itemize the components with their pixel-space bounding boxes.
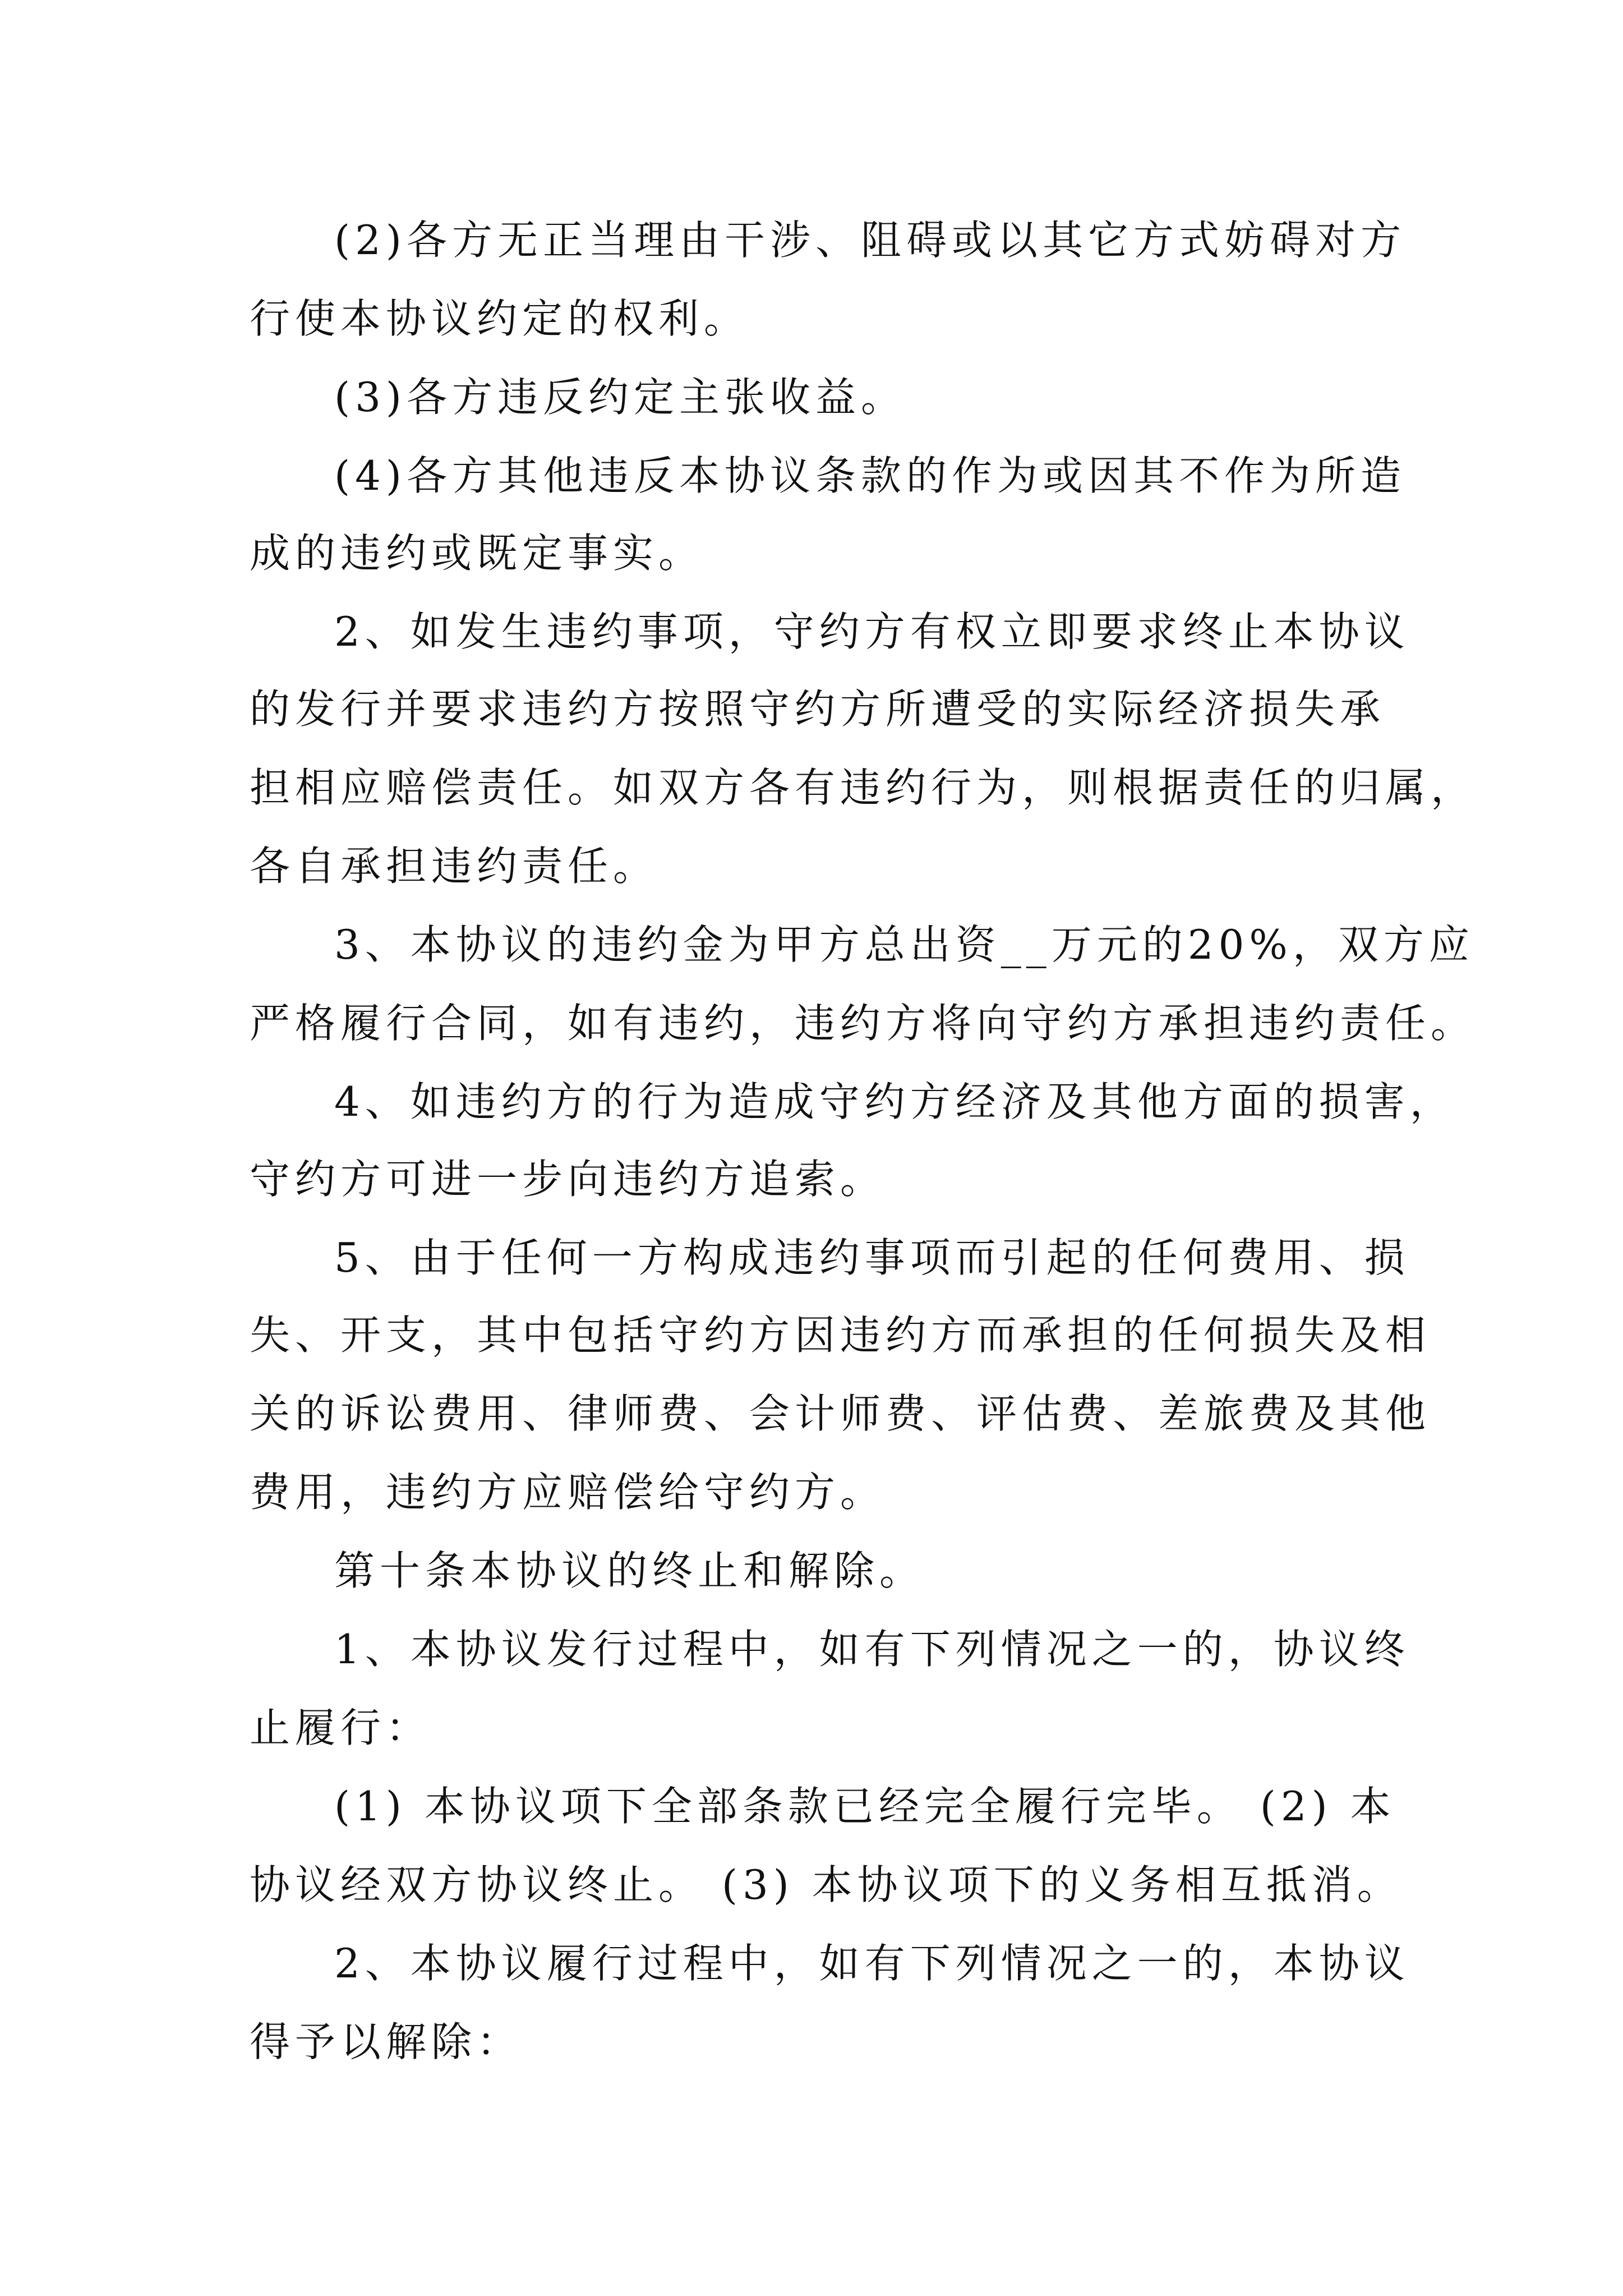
section-heading: 第十条本协议的终止和解除。 <box>334 1547 925 1594</box>
paragraph-line: 3、本协议的违约金为甲方总出资__万元的20%，双方应 <box>334 921 1474 968</box>
paragraph-line: 成的违约或既定事实。 <box>250 530 704 577</box>
paragraph-line: 止履行： <box>250 1704 432 1751</box>
paragraph-line: 2、本协议履行过程中，如有下列情况之一的，本协议 <box>334 1940 1410 1987</box>
paragraph-line: 5、由于任何一方构成违约事项而引起的任何费用、损 <box>334 1234 1410 1281</box>
paragraph-line: 守约方可进一步向违约方追索。 <box>250 1156 886 1203</box>
paragraph-line: 得予以解除： <box>250 2018 523 2065</box>
paragraph-line: 失、开支，其中包括守约方因违约方而承担的任何损失及相 <box>250 1312 1431 1359</box>
paragraph-line: 费用，违约方应赔偿给守约方。 <box>250 1469 886 1516</box>
paragraph-line: 1、本协议发行过程中，如有下列情况之一的，协议终 <box>334 1626 1410 1673</box>
paragraph-line: 各自承担违约责任。 <box>250 843 659 890</box>
paragraph-line: (3)各方违反约定主张收益。 <box>334 374 906 421</box>
paragraph-line: 担相应赔偿责任。如双方各有违约行为，则根据责任的归属， <box>250 764 1477 811</box>
paragraph-line: 协议经双方协议终止。 (3) 本协议项下的义务相互抵消。 <box>250 1861 1403 1908</box>
paragraph-line: 4、如违约方的行为造成守约方经济及其他方面的损害， <box>334 1078 1455 1125</box>
paragraph-line: 严格履行合同，如有违约，违约方将向守约方承担违约责任。 <box>250 1000 1477 1047</box>
paragraph-line: 行使本协议约定的权利。 <box>250 295 750 342</box>
paragraph-line: (4)各方其他违反本协议条款的作为或因其不作为所造 <box>334 452 1406 499</box>
paragraph-line: 2、如发生违约事项，守约方有权立即要求终止本协议 <box>334 608 1410 655</box>
paragraph-line: 关的诉讼费用、律师费、会计师费、评估费、差旅费及其他 <box>250 1390 1431 1437</box>
paragraph-line: (2)各方无正当理由干涉、阻碍或以其它方式妨碍对方 <box>334 217 1406 264</box>
paragraph-line: 的发行并要求违约方按照守约方所遭受的实际经济损失承 <box>250 685 1386 733</box>
paragraph-line: (1) 本协议项下全部条款已经完全履行完毕。 (2) 本 <box>334 1783 1396 1830</box>
